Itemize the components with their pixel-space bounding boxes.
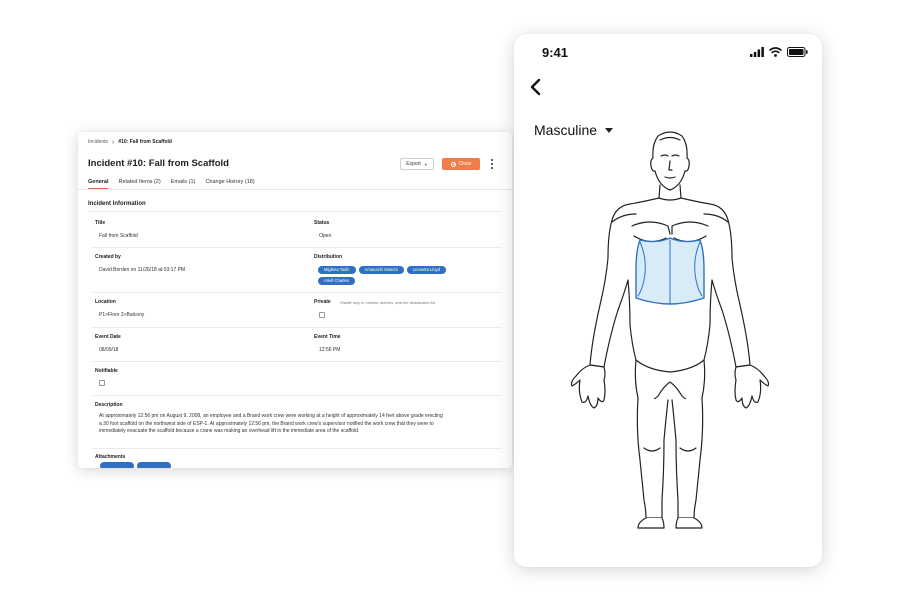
- body-diagram[interactable]: [552, 130, 788, 530]
- status-value: Open: [319, 233, 332, 239]
- more-options-icon[interactable]: [490, 159, 494, 169]
- body-type-value: Masculine: [534, 122, 598, 138]
- row-divider: [92, 292, 502, 293]
- status-label: Status: [314, 220, 330, 226]
- status-time: 9:41: [542, 45, 569, 60]
- phone-screen: [514, 34, 822, 567]
- event-date-label: Event Date: [95, 334, 121, 340]
- section-title: Incident Information: [88, 201, 146, 207]
- breadcrumb-root-link[interactable]: Incidents: [88, 139, 109, 145]
- section-divider: [88, 211, 502, 212]
- close-button[interactable]: [442, 158, 480, 170]
- private-checkbox[interactable]: [319, 312, 325, 318]
- attachment-chips: [100, 462, 171, 468]
- row-divider: [92, 448, 502, 449]
- close-label: Close: [458, 161, 472, 167]
- notifiable-label: Notifiable: [95, 368, 118, 374]
- notifiable-checkbox[interactable]: [99, 380, 105, 386]
- back-arrow-icon[interactable]: [528, 78, 542, 96]
- breadcrumb-chevron-icon: ›: [112, 138, 115, 146]
- attachment-chip[interactable]: [100, 462, 134, 468]
- private-label: Private: [314, 299, 331, 305]
- location-value: P1>Floor 2>Balcony: [99, 312, 145, 318]
- breadcrumb: [88, 139, 172, 145]
- tab-bar: [88, 179, 255, 189]
- distribution-chip[interactable]: Ariell Charles: [318, 277, 355, 285]
- export-button[interactable]: [400, 158, 434, 170]
- wifi-icon: [769, 47, 782, 57]
- breadcrumb-current: #10: Fall from Scaffold: [118, 139, 172, 145]
- attachments-label: Attachments: [95, 454, 126, 460]
- page-title: Incident #10: Fall from Scaffold: [88, 158, 229, 169]
- attachment-chip[interactable]: [137, 462, 171, 468]
- ban-icon: [451, 162, 456, 167]
- created-by-label: Created by: [95, 254, 121, 260]
- event-date-value: 08/09/18: [99, 347, 119, 353]
- row-divider: [92, 247, 502, 248]
- tab-emails[interactable]: Emails (1): [170, 179, 196, 185]
- status-icons: [750, 47, 808, 57]
- title-label: Title: [95, 220, 106, 226]
- tab-general[interactable]: General: [88, 179, 108, 189]
- export-label: Export: [406, 161, 421, 167]
- row-divider: [92, 361, 502, 362]
- incident-window: [78, 132, 512, 468]
- title-value: Fall from Scaffold: [99, 233, 138, 239]
- row-divider: [92, 395, 502, 396]
- distribution-chips: [318, 266, 478, 285]
- battery-icon: [787, 47, 808, 57]
- distribution-chip[interactable]: Miglena Todic: [318, 266, 356, 274]
- tabs-divider: [78, 189, 512, 190]
- distribution-chip[interactable]: Amanachi Moschi: [359, 266, 404, 274]
- distribution-label: Distribution: [314, 254, 343, 260]
- created-by-value: David Borden on 11/26/18 at 03:17 PM: [99, 267, 186, 273]
- event-time-label: Event Time: [314, 334, 341, 340]
- signal-icon: [750, 47, 764, 57]
- description-label: Description: [95, 402, 123, 408]
- location-label: Location: [95, 299, 116, 305]
- tab-related-items[interactable]: Related Items (2): [118, 179, 161, 185]
- description-value: At approximately 12:56 pm on August 9, 2008, an employee and a Brand work crew were working at a height of approximately 14 feet above grade erecting a 30 foot scaffold on the northwest side of ESP-1. At approximately 12:56 pm, the Brand work crew's supervisor notified the work crew that they were to immediately evacuate the scaffold because a crane was making an overhead lift in the immediate area of the scaffold.: [99, 413, 443, 434]
- event-time-value: 12:56 PM: [319, 347, 341, 353]
- tab-change-history[interactable]: Change History (18): [205, 179, 255, 185]
- row-divider: [92, 327, 502, 328]
- caret-down-icon: ▼: [423, 161, 428, 167]
- private-hint: Visible only to creator, admins, and the distribution list: [340, 300, 436, 305]
- distribution-chip[interactable]: Leonetta Lloyd: [407, 266, 446, 274]
